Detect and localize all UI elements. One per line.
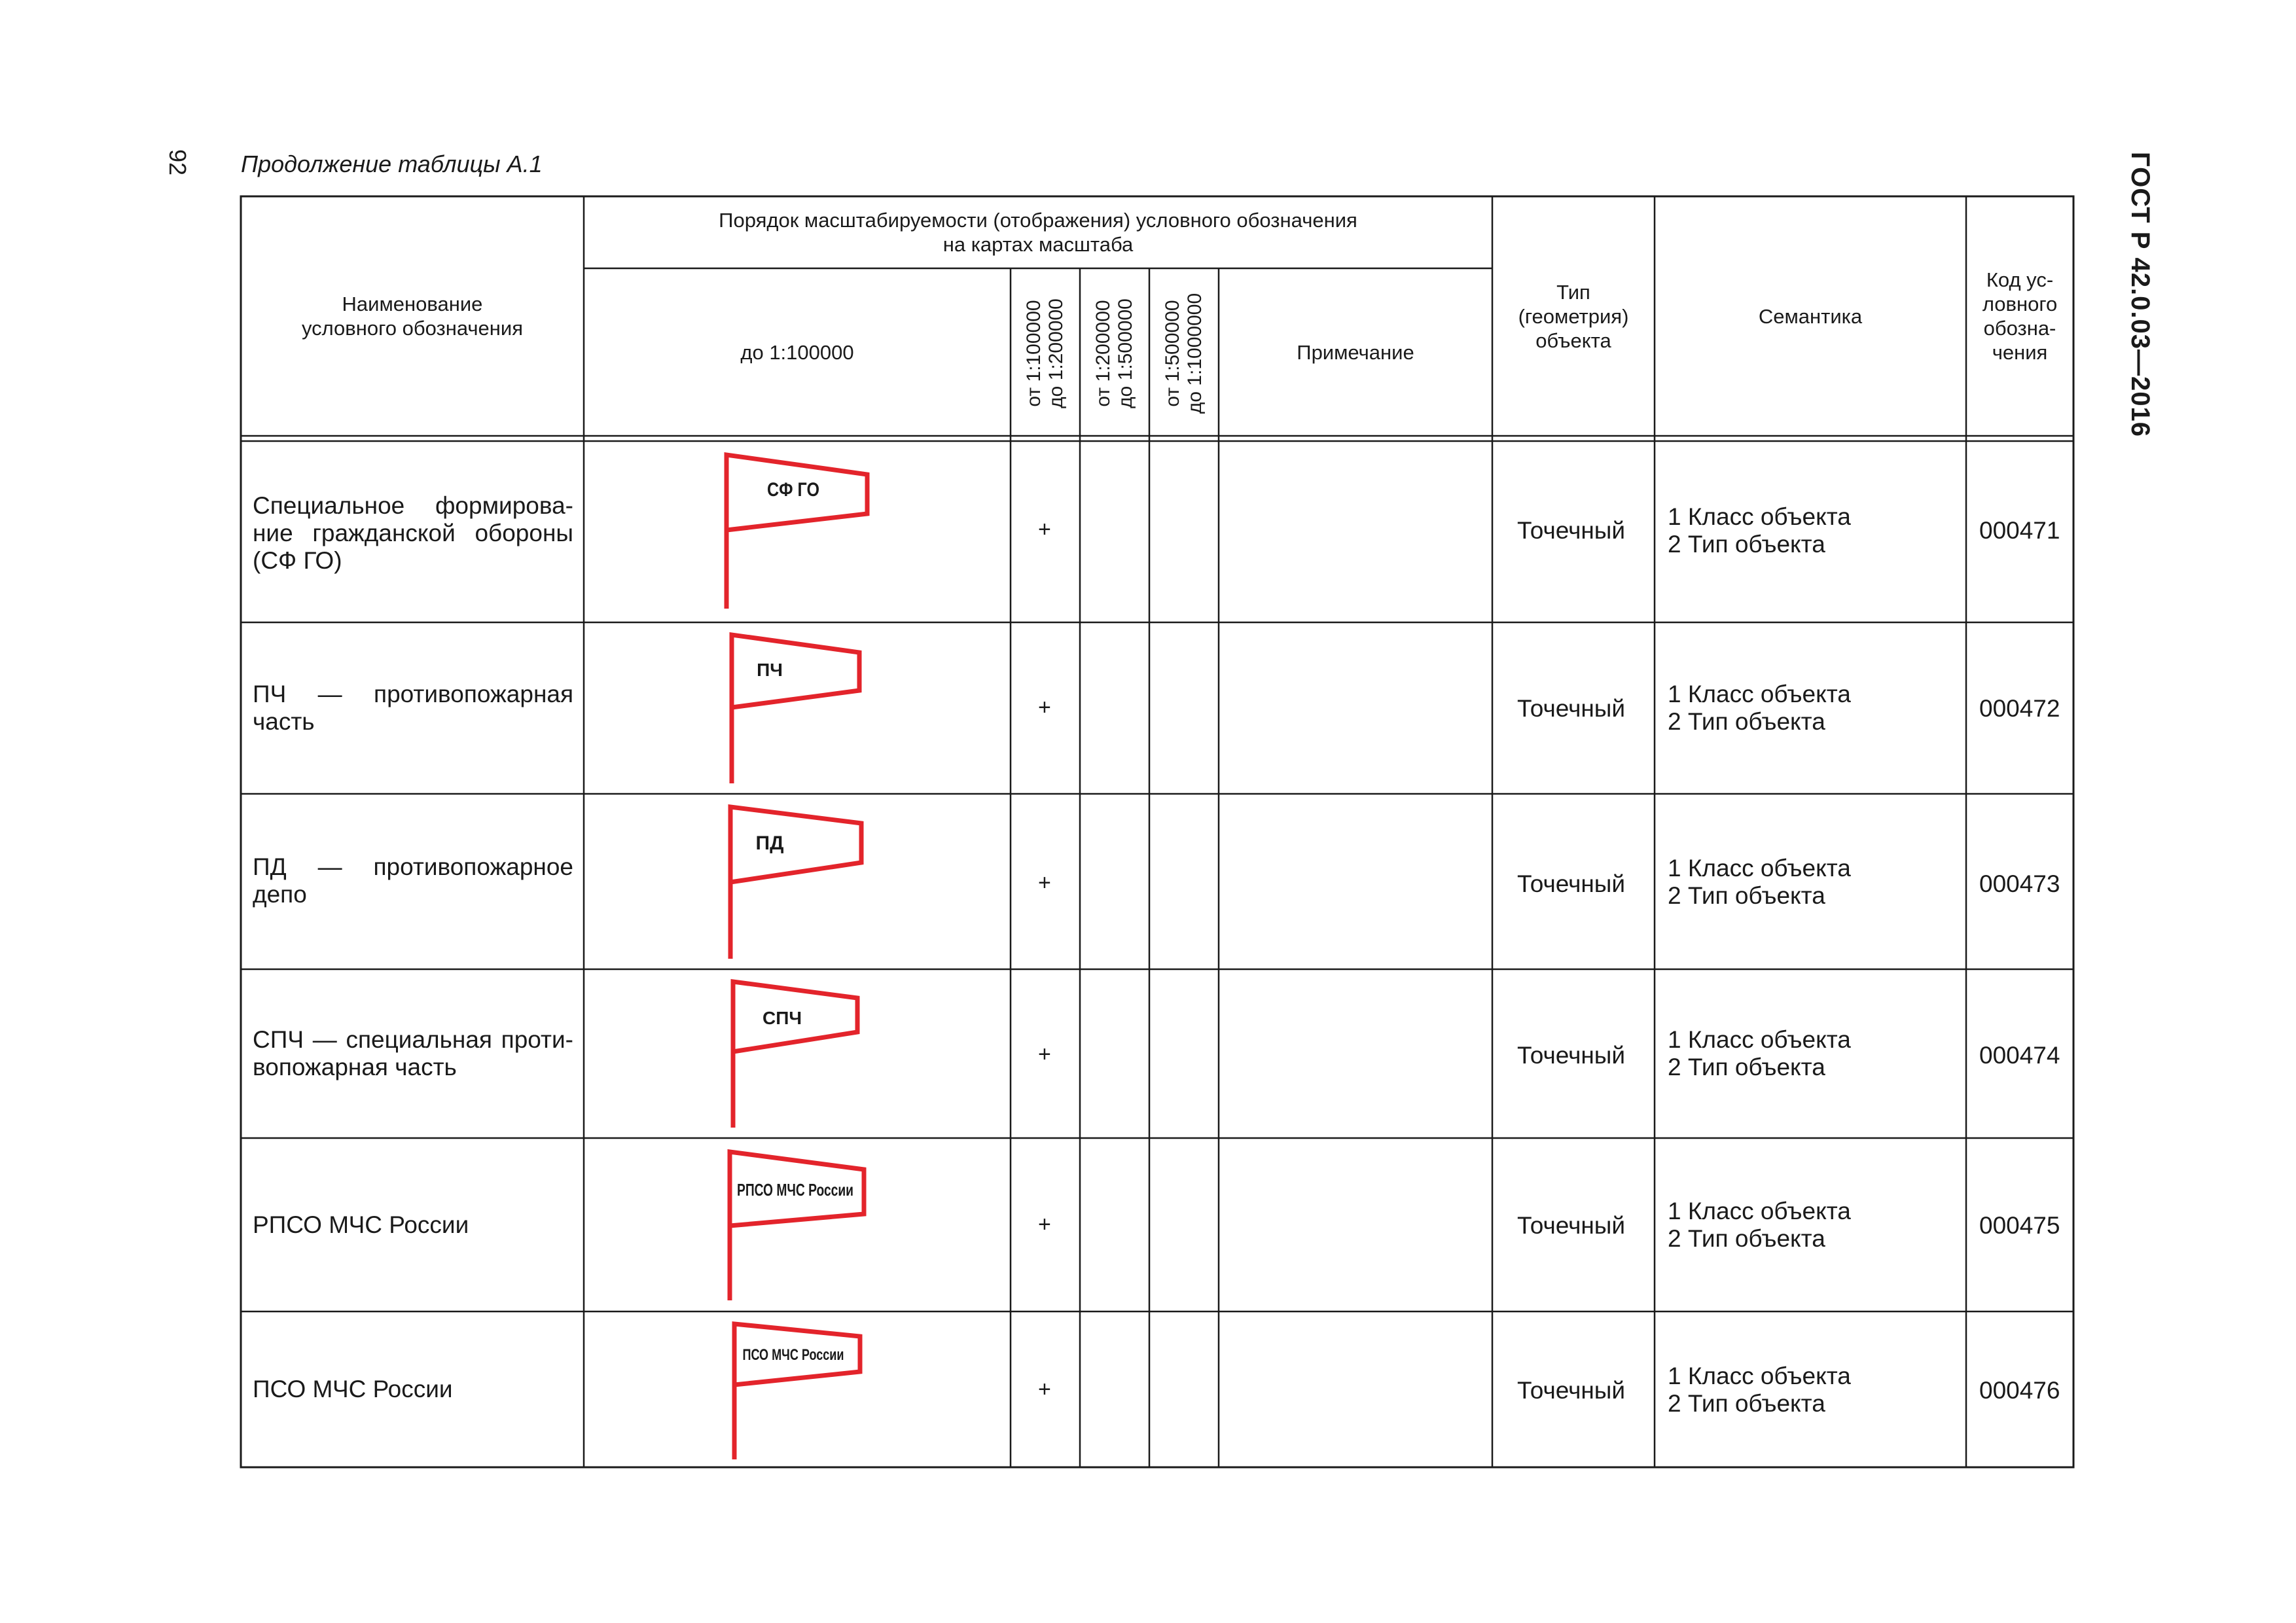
object-code: 000474 <box>1979 1042 2060 1069</box>
flag-label: ПД <box>755 832 784 854</box>
object-type: Точечный <box>1517 1212 1626 1239</box>
object-semantics: 1 Класс объекта 2 Тип объекта <box>1668 681 1851 735</box>
flag-icon <box>720 452 877 615</box>
object-code: 000472 <box>1979 695 2060 722</box>
flag-icon <box>724 804 874 964</box>
object-semantics: 1 Класс объекта 2 Тип объекта <box>1668 503 1851 558</box>
object-semantics: 1 Класс объекта 2 Тип объекта <box>1668 1026 1851 1080</box>
object-type: Точечный <box>1517 695 1626 722</box>
document-code: ГОСТ Р 42.0.03—2016 <box>2126 152 2155 437</box>
row-name: РПСО МЧС России <box>253 1211 469 1238</box>
flag-icon <box>723 1149 880 1306</box>
header-type: Тип (геометрия) объекта <box>1518 280 1629 352</box>
row-name: Специальное формирова-ние гражданской обороны (СФ ГО) <box>253 492 573 574</box>
flag-label: ПЧ <box>757 660 783 680</box>
object-semantics: 1 Класс объекта 2 Тип объекта <box>1668 1363 1851 1417</box>
scale-mark: + <box>1038 1042 1051 1067</box>
scale-mark: + <box>1038 1212 1051 1237</box>
object-type: Точечный <box>1517 1042 1626 1069</box>
flag-label: РПСО МЧС России <box>737 1180 853 1200</box>
header-scale-4: от 1:500000 до 1:1000000 <box>1162 293 1206 414</box>
flag-label: СФ ГО <box>767 479 819 501</box>
table-caption: Продолжение таблицы А.1 <box>241 151 543 177</box>
row-name: ПЧ — противопожарная часть <box>253 681 573 735</box>
header-code: Код ус- ловного обозна- чения <box>1982 268 2058 364</box>
header-semantics: Семантика <box>1758 304 1863 328</box>
object-type: Точечный <box>1517 870 1626 897</box>
object-code: 000473 <box>1979 870 2060 897</box>
scale-mark: + <box>1038 870 1051 895</box>
object-code: 000471 <box>1979 517 2060 544</box>
flag-label: ПСО МЧС России <box>742 1346 844 1364</box>
object-type: Точечный <box>1517 1377 1626 1404</box>
header-scale-2: от 1:100000 до 1:200000 <box>1023 298 1067 408</box>
header-scale-3: от 1:200000 до 1:500000 <box>1092 298 1136 408</box>
flag-label: СПЧ <box>762 1008 802 1028</box>
object-semantics: 1 Класс объекта 2 Тип объекта <box>1668 855 1851 909</box>
scale-mark: + <box>1038 1377 1051 1402</box>
scale-mark: + <box>1038 517 1051 542</box>
row-name: ПД — противопожарное депо <box>253 853 573 908</box>
page-number: 92 <box>164 149 191 176</box>
header-note: Примечание <box>1297 340 1414 364</box>
header-scale-group: Порядок масштабируемости (отображения) условного обозначения на картах масштаба <box>719 209 1357 256</box>
object-code: 000475 <box>1979 1212 2060 1239</box>
object-code: 000476 <box>1979 1377 2060 1404</box>
flag-icon <box>726 978 877 1132</box>
flag-icon <box>729 1321 880 1465</box>
scale-mark: + <box>1038 695 1051 720</box>
row-name: ПСО МЧС России <box>253 1376 453 1402</box>
header-scale-1: до 1:100000 <box>740 340 854 364</box>
object-semantics: 1 Класс объекта 2 Тип объекта <box>1668 1198 1851 1252</box>
header-name: Наименование условного обозначения <box>301 293 524 340</box>
object-type: Точечный <box>1517 517 1626 544</box>
row-name: СПЧ — специальная проти-вопожарная часть <box>253 1026 573 1080</box>
flag-icon <box>725 632 876 789</box>
